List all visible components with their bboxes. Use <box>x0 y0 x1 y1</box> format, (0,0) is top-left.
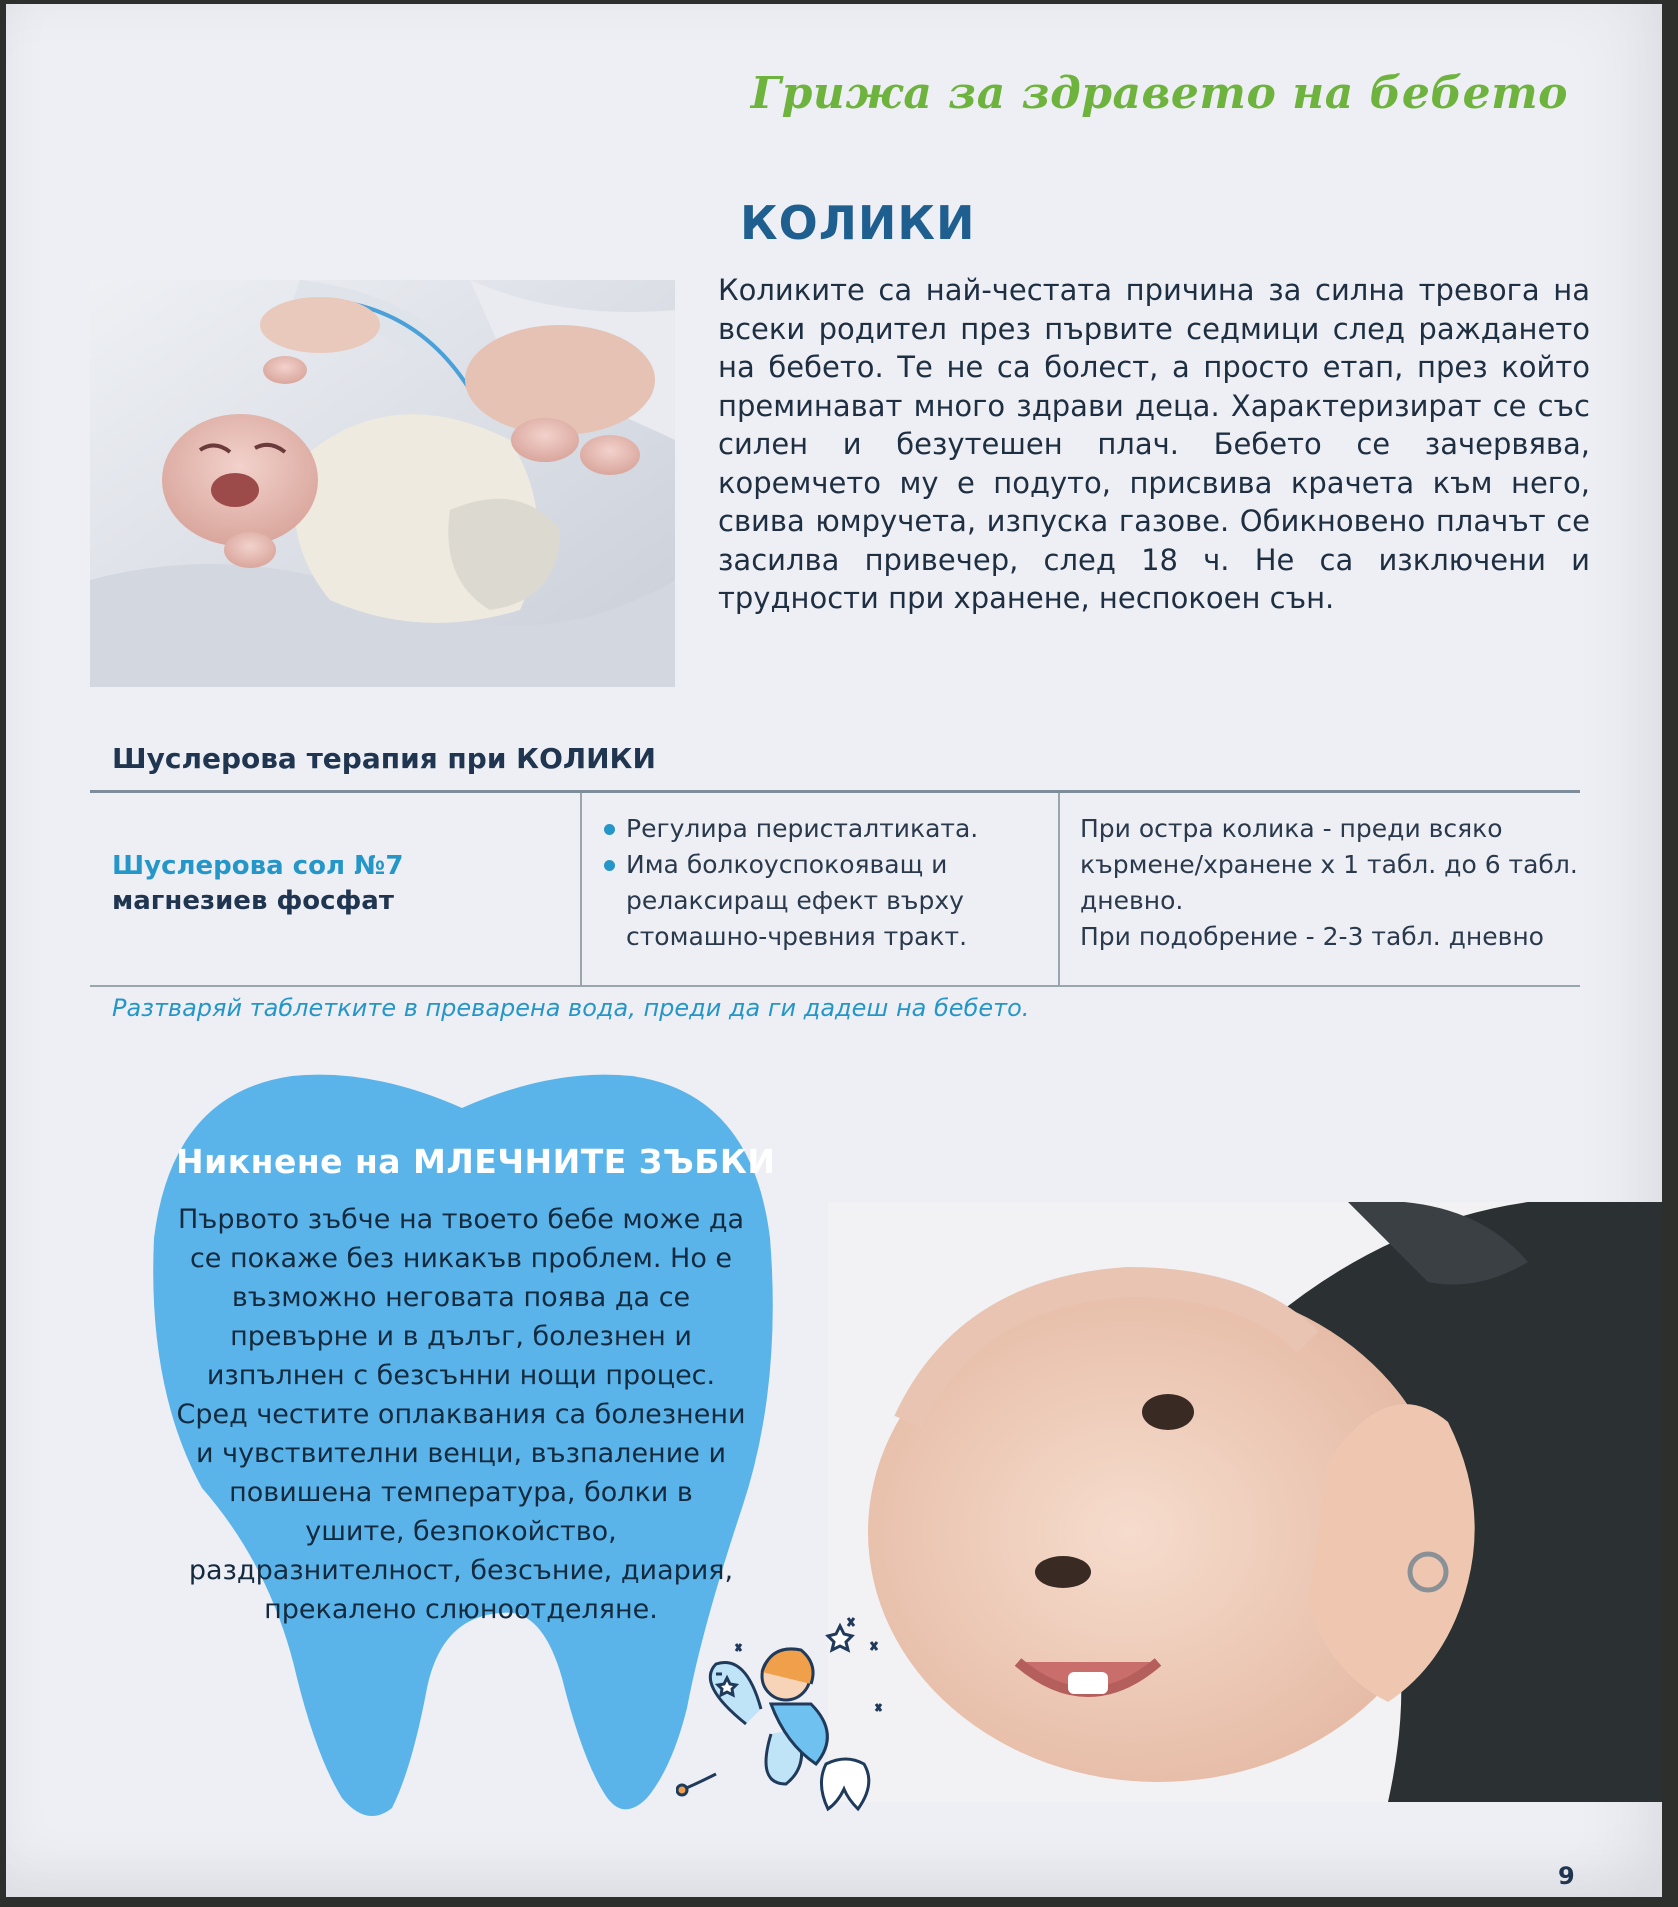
smiling-baby-photo <box>828 1202 1662 1802</box>
salt-cell <box>90 793 580 985</box>
running-head: Грижа за здравето на бебето <box>750 68 1568 119</box>
dosage-line: При остра колика - преди всяко кърмене/хранене х 1 табл. до 6 табл. дневно. <box>1080 814 1578 915</box>
effect-item <box>604 811 1044 847</box>
baby-colic-illustration <box>90 280 675 687</box>
teeth-title: Никнене на МЛЕЧНИТЕ ЗЪБКИ <box>176 1142 776 1181</box>
dosage-line: При подобрение - 2-3 табл. дневно <box>1080 922 1544 951</box>
effect-item <box>604 847 1044 955</box>
therapy-heading: Шуслерова терапия при КОЛИКИ <box>112 742 656 775</box>
effect-text: Регулира перисталтиката. <box>626 814 979 843</box>
bullet-icon <box>604 860 615 871</box>
teeth-paragraph: Първото зъбче на твоето бебе може да се покаже без никакъв проблем. Но е възможно неговата поява да се превърне и в дълъг, болезнен и изпълнен с безсънни нощи процес. Сред честите оплаквания са болезнени и чувствителни венци, възпаление и повишена температура, болки в ушите, безпокойство, раздразнителност, безсъние, диария, прекалено слюноотделяне. <box>176 1204 746 1625</box>
smiling-baby-illustration <box>828 1202 1662 1802</box>
tooth-fairy-icon <box>676 1614 894 1816</box>
brochure-page <box>6 4 1662 1897</box>
therapy-note: Разтваряй таблетките в преварена вода, преди да ги дадеш на бебето. <box>112 994 1030 1022</box>
section-title: КОЛИКИ <box>740 196 976 250</box>
salt-name: Шуслерова сол №7 <box>112 851 404 881</box>
effects-list <box>604 811 1044 955</box>
intro-paragraph: Коликите са най-честата причина за силна тревога на всеки родител през първите седмици след раждането на бебето. Те не са болест, а просто етап, през който преминават много здрави деца. Характеризират се със силен и безутешен плач. Бебето се зачервява, коремчето му е подуто, присвива крачета към него, свива юмручета, изпуска газове. Обикновено плачът се засилва привечер, след 18 ч. Не са изключени и трудности при хранене, неспокоен сън. <box>718 273 1590 615</box>
dosage-text <box>1080 811 1580 955</box>
dosage-cell <box>1058 793 1580 985</box>
baby-colic-photo <box>90 280 675 687</box>
page-number: 9 <box>1558 1862 1575 1890</box>
salt-subtitle: магнезиев фосфат <box>112 886 394 916</box>
therapy-table <box>90 790 1580 987</box>
effect-text: Има болкоуспокояващ и релаксиращ ефект върху стомашно-чревния тракт. <box>626 850 968 951</box>
effects-cell <box>580 793 1060 985</box>
bullet-icon <box>604 824 615 835</box>
